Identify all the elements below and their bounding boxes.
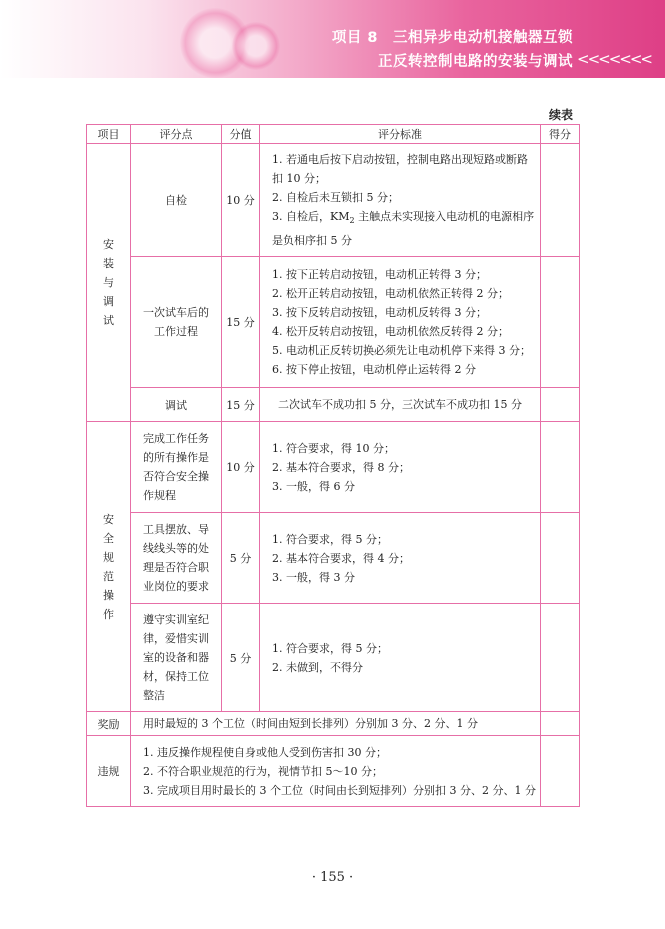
criteria-line: 2. 基本符合要求，得 4 分； <box>272 551 410 565</box>
table-row <box>87 604 580 712</box>
reward-text: 用时最短的 3 个工位（时间由短到长排列）分别加 3 分、2 分、1 分 <box>131 712 541 736</box>
grading-table <box>86 124 580 807</box>
violation-label: 违规 <box>87 736 131 807</box>
header-title-line1: 项目 8 三相异步电动机接触器互锁 <box>331 30 573 46</box>
point-cell: 一次试车后的 工作过程 <box>131 257 222 388</box>
score-blank-cell <box>541 257 580 388</box>
table-row <box>87 712 580 736</box>
continued-label: 续表 <box>548 108 573 122</box>
criteria-line: 2. 基本符合要求，得 8 分； <box>272 460 410 474</box>
section-char: 全 <box>103 531 114 545</box>
criteria-cell <box>260 513 541 604</box>
point-cell: 遵守实训室纪律，爱惜实训室的设备和器材，保持工位整洁 <box>131 604 222 712</box>
score-cell: 10 分 <box>222 144 260 257</box>
page-number: · 155 · <box>311 870 354 885</box>
table-row <box>87 257 580 388</box>
score-blank-cell <box>541 513 580 604</box>
section-label-safety <box>87 422 131 712</box>
section-char: 试 <box>103 314 114 327</box>
section-char: 装 <box>103 257 114 270</box>
table-row <box>87 736 580 807</box>
score-cell: 15 分 <box>222 257 260 388</box>
table-header-row <box>87 125 580 144</box>
score-cell: 15 分 <box>222 388 260 422</box>
score-cell: 10 分 <box>222 422 260 513</box>
criteria-line: 3. 按下反转启动按钮，电动机反转得 3 分； <box>272 306 487 319</box>
table-row <box>87 144 580 257</box>
section-char: 与 <box>103 276 114 289</box>
criteria-line: 3. 一般，得 6 分 <box>272 479 355 493</box>
criteria-line: 2. 自检后未互锁扣 5 分； <box>272 191 399 205</box>
criteria-line: 二次试车不成功扣 5 分，三次试车不成功扣 15 分 <box>278 398 522 411</box>
criteria-cell <box>260 257 541 388</box>
header-cell: 评分标准 <box>260 125 541 144</box>
reward-label: 奖励 <box>87 712 131 736</box>
criteria-line: 2. 未做到，不得分 <box>272 660 363 674</box>
criteria-line: 3. 一般，得 3 分 <box>272 570 355 584</box>
score-blank-cell <box>541 736 580 807</box>
section-char: 范 <box>103 569 114 583</box>
criteria-line: 1. 若通电后按下启动按钮，控制电路出现短路或断路 <box>272 153 528 167</box>
criteria-cell <box>260 388 541 422</box>
violation-line: 2. 不符合职业规范的行为，视情节扣 5～10 分； <box>143 764 383 778</box>
section-char: 调 <box>103 295 114 308</box>
point-cell: 调试 <box>131 388 222 422</box>
score-blank-cell <box>541 712 580 736</box>
section-char: 规 <box>103 550 114 564</box>
table-row <box>87 422 580 513</box>
score-blank-cell <box>541 388 580 422</box>
section-char: 操 <box>103 588 114 602</box>
violation-line: 1. 违反操作规程使自身或他人受到伤害扣 30 分； <box>143 745 387 759</box>
criteria-line: 1. 按下正转启动按钮，电动机正转得 3 分； <box>272 268 487 281</box>
criteria-line: 3. 自检后，$KM_2$ 主触点未实现接入电动机的电源相序 <box>272 210 535 226</box>
criteria-line: 1. 符合要求，得 5 分； <box>272 532 388 546</box>
criteria-cell <box>260 604 541 712</box>
violation-text <box>131 736 541 807</box>
point-cell: 自检 <box>131 144 222 257</box>
criteria-line: 6. 按下停止按钮，电动机停止运转得 2 分 <box>272 363 476 376</box>
score-cell: 5 分 <box>222 513 260 604</box>
section-label-install <box>87 144 131 422</box>
point-cell: 完成工作任务的所有操作是否符合安全操作规程 <box>131 422 222 513</box>
section-char: 安 <box>103 512 114 526</box>
criteria-line: 1. 符合要求，得 10 分； <box>272 441 395 455</box>
score-cell: 5 分 <box>222 604 260 712</box>
criteria-line: 5. 电动机正反转切换必须先让电动机停下来得 3 分； <box>272 344 531 357</box>
header-cell: 分值 <box>222 125 260 144</box>
score-blank-cell <box>541 422 580 513</box>
criteria-line: 是负相序扣 5 分 <box>272 233 352 247</box>
criteria-line: 1. 符合要求，得 5 分； <box>272 641 388 655</box>
criteria-line: 4. 松开反转启动按钮，电动机依然反转得 2 分； <box>272 325 509 338</box>
table-row <box>87 513 580 604</box>
violation-line: 3. 完成项目用时最长的 3 个工位（时间由长到短排列）分别扣 3 分、2 分、1 分 <box>143 783 536 797</box>
chevrons-decoration-icon: <<<<<<< <box>577 50 651 68</box>
table-row <box>87 388 580 422</box>
criteria-cell <box>260 144 541 257</box>
section-char: 作 <box>103 607 114 621</box>
header-title-line2: 正反转控制电路的安装与调试 <box>378 54 573 70</box>
criteria-line: 2. 松开正转启动按钮，电动机依然正转得 2 分； <box>272 287 509 300</box>
header-cell: 项目 <box>87 125 131 144</box>
gear-decoration-icon <box>232 22 280 70</box>
section-char: 安 <box>103 238 114 251</box>
point-cell: 工具摆放、导线线头等的处理是否符合职业岗位的要求 <box>131 513 222 604</box>
criteria-cell <box>260 422 541 513</box>
page-header-banner <box>0 0 665 78</box>
score-blank-cell <box>541 144 580 257</box>
score-blank-cell <box>541 604 580 712</box>
criteria-line: 扣 10 分； <box>272 172 326 186</box>
header-cell: 评分点 <box>131 125 222 144</box>
header-cell: 得分 <box>541 125 580 144</box>
